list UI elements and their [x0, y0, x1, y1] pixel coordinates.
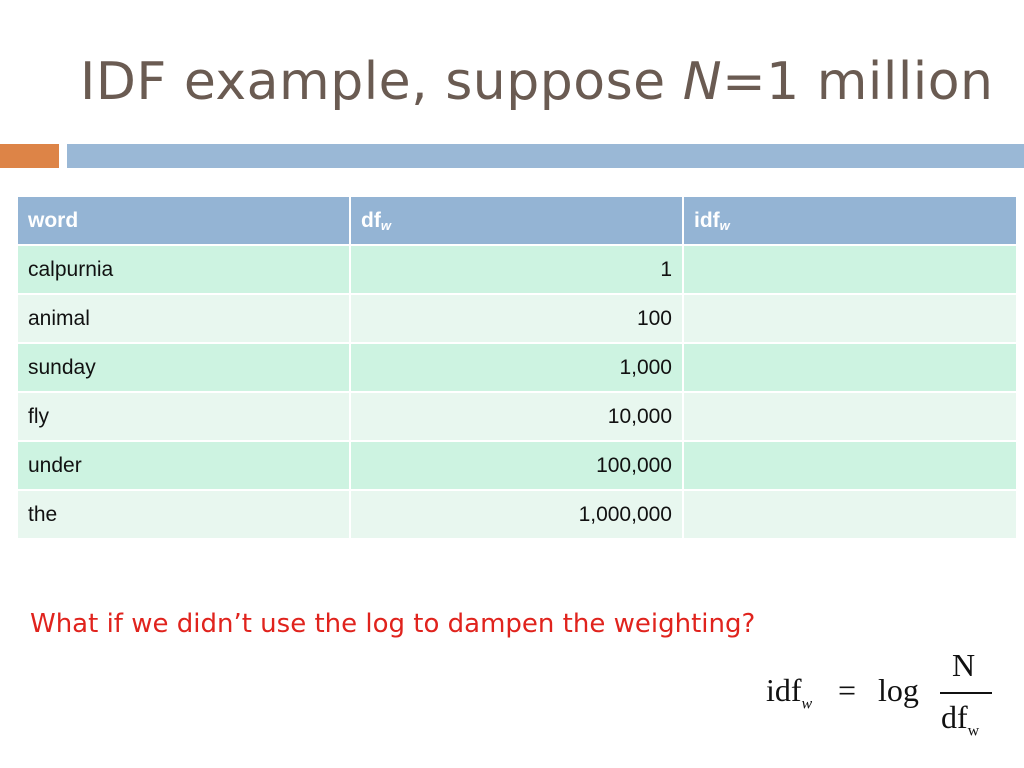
cell-df: 100 — [350, 294, 683, 343]
table-row — [17, 441, 1017, 490]
table-row — [17, 490, 1017, 539]
accent-bar-blue — [67, 144, 1024, 168]
table-row — [17, 392, 1017, 441]
cell-word: the — [17, 490, 350, 539]
cell-idf — [683, 490, 1017, 539]
question-text: What if we didn’t use the log to dampen the weighting? — [30, 609, 756, 639]
cell-word: fly — [17, 392, 350, 441]
cell-word: sunday — [17, 343, 350, 392]
formula-numerator: N — [952, 647, 976, 683]
formula-lhs: idf$_w$ — [766, 672, 813, 713]
title-variable: N — [682, 52, 723, 112]
cell-idf — [683, 441, 1017, 490]
header-word: word — [17, 196, 350, 245]
formula-log: log — [878, 672, 919, 708]
formula-equals: = — [838, 672, 857, 708]
formula-denominator: $df_w$ — [941, 699, 980, 740]
table-header-row — [17, 196, 1017, 245]
cell-idf — [683, 392, 1017, 441]
title-suffix: =1 million — [722, 52, 994, 112]
cell-idf — [683, 245, 1017, 294]
idf-table — [16, 195, 1018, 540]
cell-df: 1,000 — [350, 343, 683, 392]
table-row — [17, 245, 1017, 294]
header-idf: idf$_w$ — [683, 196, 1017, 245]
cell-word: animal — [17, 294, 350, 343]
cell-df: 10,000 — [350, 392, 683, 441]
cell-df: 1 — [350, 245, 683, 294]
cell-word: calpurnia — [17, 245, 350, 294]
slide-title — [80, 52, 994, 112]
fraction-bar — [940, 692, 992, 694]
cell-word: under — [17, 441, 350, 490]
title-prefix: IDF example, suppose — [80, 52, 683, 112]
accent-bar-orange — [0, 144, 59, 168]
cell-idf — [683, 294, 1017, 343]
cell-df: 100,000 — [350, 441, 683, 490]
table-row — [17, 294, 1017, 343]
header-df: $df_w$ — [350, 196, 683, 245]
table-row — [17, 343, 1017, 392]
cell-idf — [683, 343, 1017, 392]
cell-df: 1,000,000 — [350, 490, 683, 539]
idf-formula — [760, 645, 1000, 745]
